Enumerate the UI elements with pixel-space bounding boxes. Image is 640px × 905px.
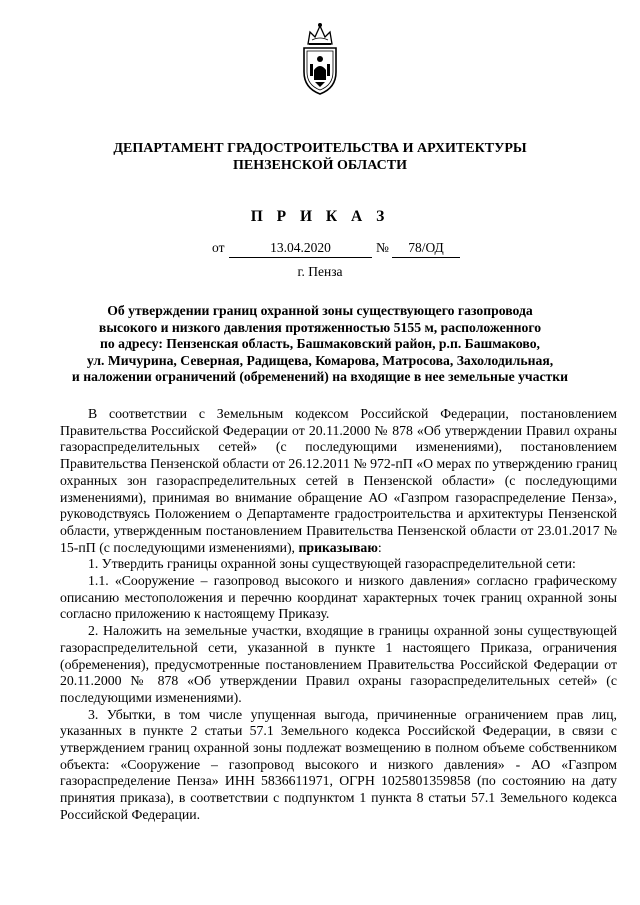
number-prefix: № bbox=[376, 240, 389, 255]
subject-line: высокого и низкого давления протяженностью 5155 м, расположенного bbox=[98, 319, 542, 335]
item-1-1-paragraph: 1.1. «Сооружение – газопровод высокого и низкого давления» согласно графическому описанию местоположения и перечню координат характерных точек границ охранной зоны согласно приложению к настоящему Приказу. bbox=[60, 573, 617, 622]
date-prefix: от bbox=[212, 240, 225, 255]
intro-colon: : bbox=[377, 539, 382, 555]
item-2-paragraph: 2. Наложить на земельные участки, входящие в границы охранной зоны существующей газораспределительной сети, указанной в пункте 1 настоящего Приказа, ограничения (обременения), предусмотренные постановлением Правительства Российской Федерации от 20.11.2000 № 878 «Об утверждении Правил охраны газораспределительных сетей» (с последующими изменениями). bbox=[60, 623, 617, 705]
subject-line: по адресу: Пензенская область, Башмаковский район, р.п. Башмаково, bbox=[100, 336, 540, 352]
department-name-line2: ПЕНЗЕНСКОЙ ОБЛАСТИ bbox=[233, 158, 407, 173]
date-number-line bbox=[0, 240, 640, 260]
document-date: 13.04.2020 bbox=[229, 240, 372, 258]
coat-of-arms-emblem bbox=[298, 22, 342, 96]
item-3-paragraph: 3. Убытки, в том числе упущенная выгода, причиненные ограничением прав лиц, указанных в пункте 2 статьи 57.1 Земельного кодекса Российской Федерации, в связи с утверждением границ охранной зоны подлежат возмещению в полном объеме собственником объекта: «Сооружение – газопровод высокого и низкого давления» - АО «Газпром газораспределение Пенза» ИНН 5836611971, ОГРН 1025801359858 (по состоянию на дату принятия приказа), в соответствии с подпунктом 1 пункта 8 статьи 57.1 Земельного кодекса Российской Федерации. bbox=[60, 706, 617, 822]
document-number: 78/ОД bbox=[392, 240, 460, 258]
department-name-line1: ДЕПАРТАМЕНТ ГРАДОСТРОИТЕЛЬСТВА И АРХИТЕКТУРЫ bbox=[113, 141, 527, 156]
order-keyword: приказываю bbox=[298, 539, 378, 555]
document-body bbox=[60, 406, 617, 824]
document-subject bbox=[60, 303, 580, 386]
document-type-title: П Р И К А З bbox=[250, 208, 390, 225]
intro-text: В соответствии с Земельным кодексом Российской Федерации, постановлением Правительства Российской Федерации от 20.11.2000 № 878 «Об утверждении Правил охраны газораспределительных сетей» (с последующими изменениями), постановлением Правительства Пензенской области от 26.12.2011 № 972-пП «О мерах по утверждению границ охранных зон газораспределительных сетей в Пензенской области» (с последующими изменениями), принимая во внимание обращение АО «Газпром газораспределение Пенза», руководствуясь Положением о Департаменте градостроительства и архитектуры Пензенской области, утвержденным постановлением Правительства Пензенской области от 23.01.2017 № 15-пП (с последующими изменениями), bbox=[60, 406, 617, 555]
subject-line: Об утверждении границ охранной зоны существующего газопровода bbox=[107, 303, 533, 318]
city-label: г. Пенза bbox=[297, 264, 343, 279]
item-1-paragraph: 1. Утвердить границы охранной зоны существующей газораспределительной сети: bbox=[88, 556, 576, 572]
subject-line: ул. Мичурина, Северная, Радищева, Комарова, Матросова, Захолодильная, bbox=[86, 352, 554, 368]
intro-paragraph bbox=[60, 406, 617, 556]
subject-line: и наложении ограничений (обременений) на входящие в нее земельные участки bbox=[71, 369, 569, 385]
